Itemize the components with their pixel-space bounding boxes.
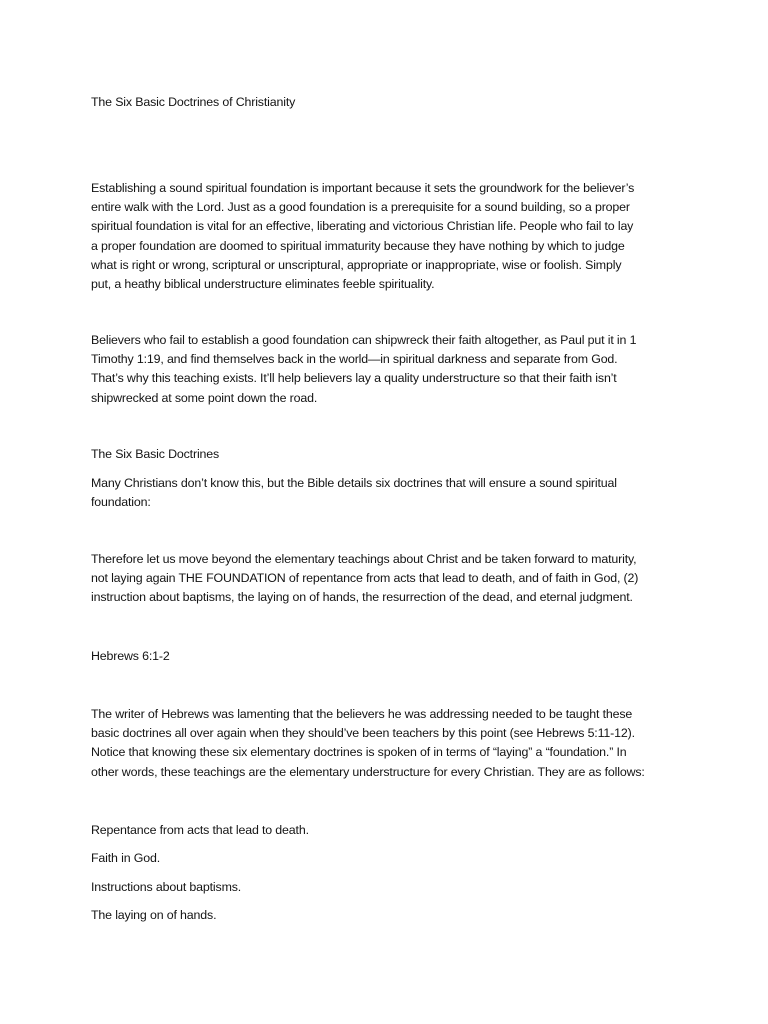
list-item: Instructions about baptisms.	[91, 880, 242, 894]
section-heading: The Six Basic Doctrines	[91, 447, 220, 461]
paragraph-line: Timothy 1:19, and find themselves back in the world—in spiritual darkness and separate from God.	[91, 352, 618, 367]
paragraph-hebrews-commentary	[91, 705, 681, 782]
document-title: The Six Basic Doctrines of Christianity	[91, 95, 296, 109]
paragraph-line: Believers who fail to establish a good foundation can shipwreck their faith altogether, as Paul put it in 1	[91, 333, 637, 347]
scripture-quote	[91, 550, 681, 608]
paragraph-line: spiritual foundation is vital for an effective, liberating and victorious Christian life. People who fail to lay	[91, 219, 634, 234]
paragraph-line: entire walk with the Lord. Just as a good foundation is a prerequisite for a sound building, so a proper	[91, 200, 630, 215]
quote-line: Therefore let us move beyond the elementary teachings about Christ and be taken forward to maturity,	[91, 552, 637, 566]
paragraph-line: other words, these teachings are the elementary understructure for every Christian. They are as follows:	[91, 764, 645, 779]
scripture-reference: Hebrews 6:1-2	[91, 649, 170, 663]
paragraph-foundation-importance	[91, 179, 681, 294]
paragraph-line: shipwrecked at some point down the road.	[91, 390, 318, 405]
quote-line: not laying again THE FOUNDATION of repentance from acts that lead to death, and of faith in God, (2)	[91, 571, 639, 586]
list-item: The laying on of hands.	[91, 908, 217, 922]
paragraph-six-doctrines-intro	[91, 474, 681, 512]
quote-line: instruction about baptisms, the laying on of hands, the resurrection of the dead, and eternal judgment.	[91, 590, 633, 605]
paragraph-line: That’s why this teaching exists. It’ll help believers lay a quality understructure so that their faith isn’t	[91, 371, 617, 386]
paragraph-line: what is right or wrong, scriptural or unscriptural, appropriate or inappropriate, wise or foolish. Simply	[91, 257, 622, 272]
list-item: Repentance from acts that lead to death.	[91, 823, 309, 837]
paragraph-line: foundation:	[91, 495, 151, 510]
paragraph-line: Establishing a sound spiritual foundation is important because it sets the groundwork for the believer’s	[91, 181, 635, 195]
paragraph-line: a proper foundation are doomed to spiritual immaturity because they have nothing by which to judge	[91, 238, 625, 253]
paragraph-line: Many Christians don’t know this, but the Bible details six doctrines that will ensure a sound spiritual	[91, 476, 617, 490]
list-item: Faith in God.	[91, 851, 160, 865]
paragraph-shipwreck	[91, 331, 681, 408]
paragraph-line: put, a heathy biblical understructure eliminates feeble spirituality.	[91, 277, 435, 292]
paragraph-line: The writer of Hebrews was lamenting that the believers he was addressing needed to be taught these	[91, 707, 633, 721]
paragraph-line: basic doctrines all over again when they should’ve been teachers by this point (see Hebrews 5:11-12).	[91, 726, 635, 741]
paragraph-line: Notice that knowing these six elementary doctrines is spoken of in terms of “laying” a “foundation.” In	[91, 745, 627, 760]
